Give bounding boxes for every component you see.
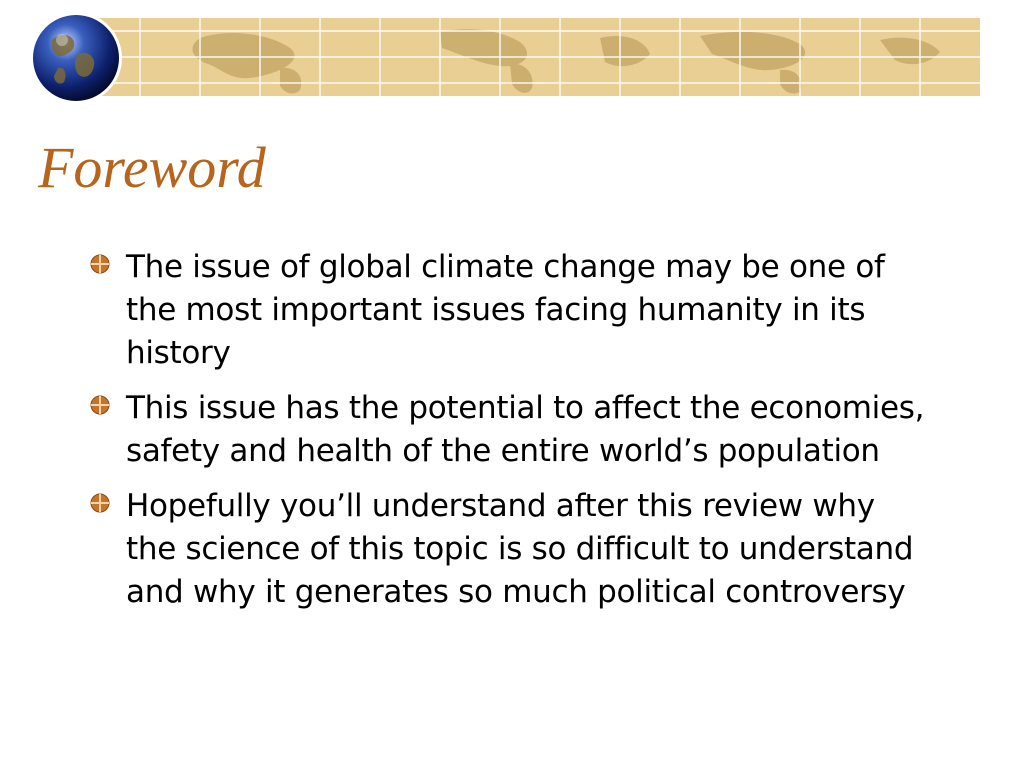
bullet-item xyxy=(88,246,928,375)
globe-icon xyxy=(28,10,124,106)
slide-title: Foreword xyxy=(38,135,266,200)
bullet-item xyxy=(88,485,928,614)
world-map-banner xyxy=(80,18,980,96)
bullet-icon xyxy=(88,252,112,276)
bullet-item xyxy=(88,387,928,473)
bullet-text: The issue of global climate change may be one of the most important issues facing humanity in its history xyxy=(126,249,885,371)
bullet-icon xyxy=(88,491,112,515)
bullet-text: This issue has the potential to affect the economies, safety and health of the entire world’s population xyxy=(126,390,925,469)
bullet-text: Hopefully you’ll understand after this review why the science of this topic is so difficult to understand and why it generates so much political controversy xyxy=(126,488,914,610)
bullet-icon xyxy=(88,393,112,417)
bullet-list xyxy=(88,246,928,626)
